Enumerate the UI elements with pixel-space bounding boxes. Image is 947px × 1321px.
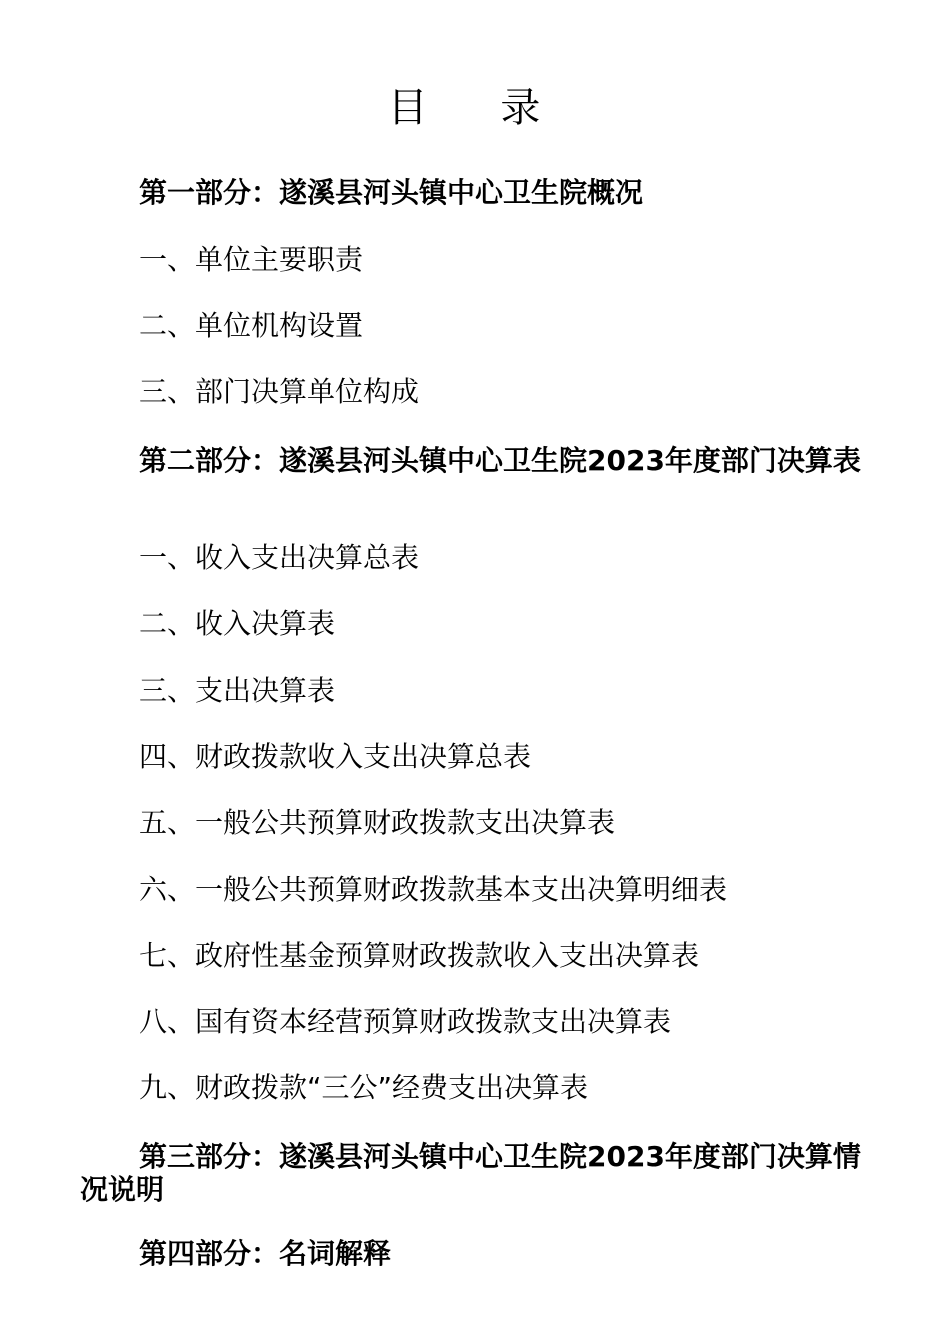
toc-part2-item-6[interactable]: 六、一般公共预算财政拨款基本支出决算明细表	[139, 873, 728, 906]
toc-part2-heading[interactable]: 第二部分：遂溪县河头镇中心卫生院2023年度部门决算表	[139, 444, 861, 477]
toc-part2-item-4[interactable]: 四、财政拨款收入支出决算总表	[139, 740, 532, 773]
toc-part2-item-9[interactable]: 九、财政拨款“三公”经费支出决算表	[139, 1071, 589, 1104]
toc-part2-item-8[interactable]: 八、国有资本经营预算财政拨款支出决算表	[139, 1005, 672, 1038]
toc-part4-heading[interactable]: 第四部分：名词解释	[139, 1237, 392, 1270]
toc-part1-item-2[interactable]: 二、单位机构设置	[139, 309, 364, 342]
page-title: 目 录	[387, 85, 571, 131]
toc-part1-heading[interactable]: 第一部分：遂溪县河头镇中心卫生院概况	[139, 176, 644, 209]
toc-part2-item-2[interactable]: 二、收入决算表	[139, 607, 336, 640]
toc-part2-item-5[interactable]: 五、一般公共预算财政拨款支出决算表	[139, 806, 616, 839]
toc-part3-heading[interactable]: 第三部分：遂溪县河头镇中心卫生院2023年度部门决算情况说明	[80, 1140, 861, 1206]
toc-part2-item-1[interactable]: 一、收入支出决算总表	[139, 541, 420, 574]
toc-part1-item-1[interactable]: 一、单位主要职责	[139, 243, 364, 276]
toc-part2-item-7[interactable]: 七、政府性基金预算财政拨款收入支出决算表	[139, 939, 700, 972]
toc-part1-item-3[interactable]: 三、部门决算单位构成	[139, 375, 420, 408]
toc-part2-item-3[interactable]: 三、支出决算表	[139, 674, 336, 707]
